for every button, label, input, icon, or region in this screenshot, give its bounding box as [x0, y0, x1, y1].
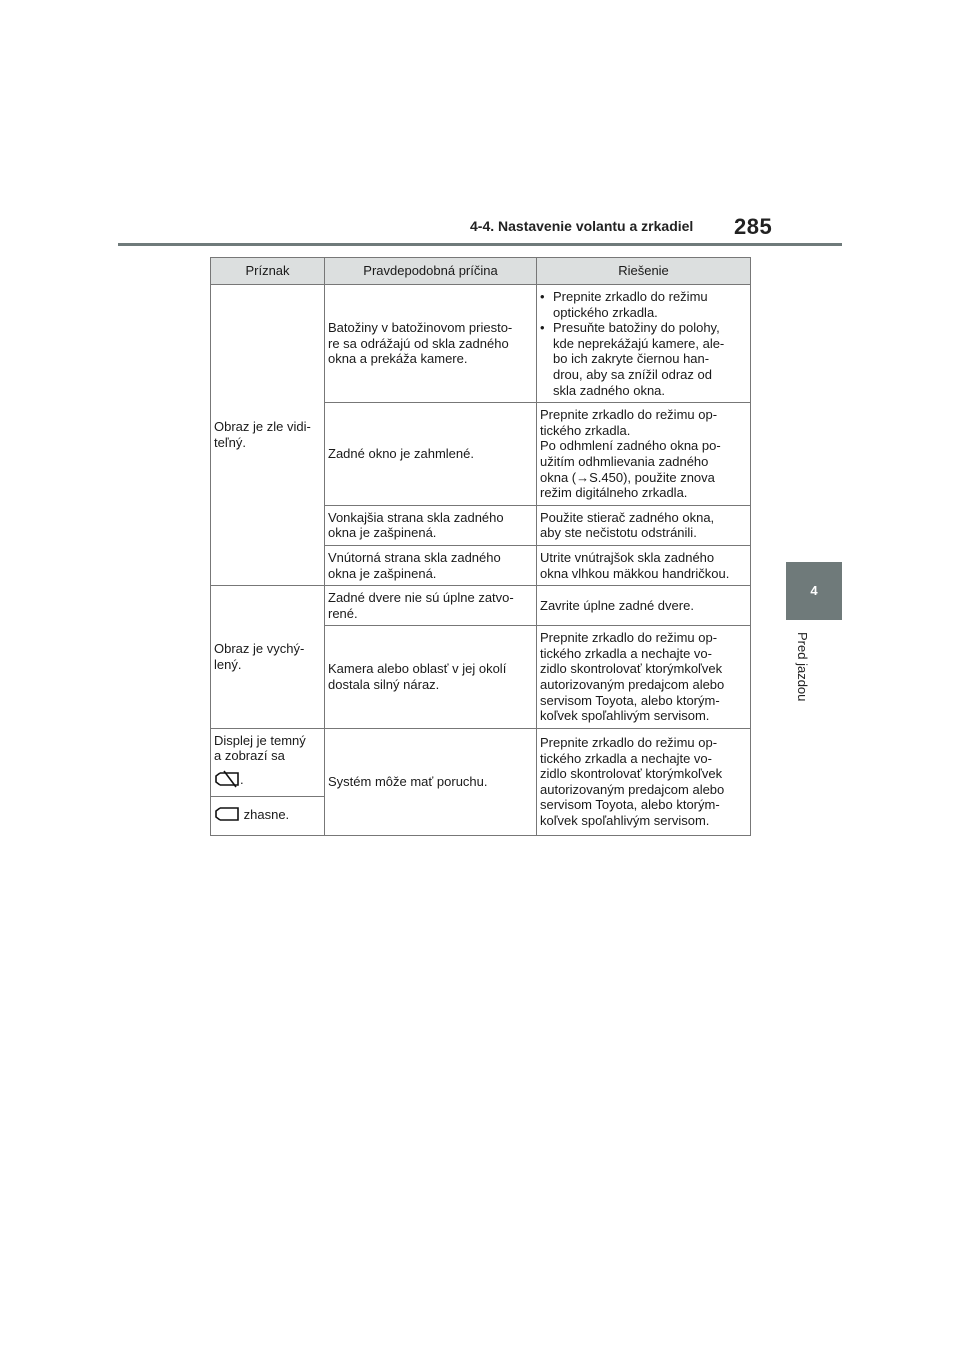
column-header: Pravdepodobná príčina — [325, 258, 537, 285]
solution-cell: Použite stierač zadného okna, aby ste nečistotu odstránili. — [537, 505, 751, 545]
header-rule — [118, 243, 842, 246]
table-header-row — [211, 258, 751, 285]
troubleshooting-table — [210, 257, 751, 836]
cause-cell: Zadné dvere nie sú úplne zatvo- rené. — [325, 586, 537, 626]
symptom-text: Displej je temný a zobrazí sa — [214, 732, 306, 764]
symptom-cell — [211, 728, 325, 796]
solution-list — [540, 289, 747, 398]
symptom-text: . — [240, 772, 244, 788]
solution-cell: Utrite vnútrajšok skla zadného okna vlhkou mäkkou handričkou. — [537, 545, 751, 585]
cause-cell: Vnútorná strana skla zadného okna je zašpinená. — [325, 545, 537, 585]
symptom-cell: Obraz je zle vidi- teľný. — [211, 285, 325, 586]
symptom-text: zhasne. — [243, 807, 290, 823]
cause-cell: Vonkajšia strana skla zadného okna je zašpinená. — [325, 505, 537, 545]
cause-cell: Zadné okno je zahmlené. — [325, 403, 537, 506]
solution-cell — [537, 285, 751, 403]
chapter-tab: 4 — [786, 562, 842, 620]
table-row — [211, 728, 751, 796]
digital-mirror-icon — [214, 805, 240, 827]
table-row — [211, 586, 751, 626]
chapter-label: Pred jazdou — [795, 632, 810, 702]
symptom-cell: Obraz je vychý- lený. — [211, 586, 325, 729]
symptom-cell — [211, 796, 325, 835]
solution-cell: Prepnite zrkadlo do režimu op- tického zrkadla. Po odhmlení zadného okna po- užitím odhmlievania zadného okna (→S.450), použite znova režim digitálneho zrkadla. — [537, 403, 751, 506]
table-row — [211, 285, 751, 403]
column-header: Príznak — [211, 258, 325, 285]
cause-cell: Batožiny v batožinovom priesto- re sa odrážajú od skla zadného okna a prekáža kamere. — [325, 285, 537, 403]
solution-cell: Prepnite zrkadlo do režimu op- tického zrkadla a nechajte vo- zidlo skontrolovať ktorýmkoľvek autorizovaným predajcom alebo servisom Toyota, alebo ktorým- koľvek spoľahlivým servisom. — [537, 626, 751, 729]
digital-mirror-fault-icon — [214, 770, 240, 792]
section-title: 4-4. Nastavenie volantu a zrkadiel — [470, 218, 694, 234]
list-item: • Prepnite zrkadlo do režimu optického zrkadla. — [553, 289, 747, 320]
solution-cell: Zavrite úplne zadné dvere. — [537, 586, 751, 626]
cause-cell: Systém môže mať poruchu. — [325, 728, 537, 835]
column-header: Riešenie — [537, 258, 751, 285]
symptom-icon-row — [214, 770, 321, 792]
cause-cell: Kamera alebo oblasť v jej okolí dostala silný náraz. — [325, 626, 537, 729]
page-number: 285 — [734, 214, 773, 239]
list-item: • Presuňte batožiny do polohy, kde neprekážajú kamere, ale- bo ich zakryte čiernou han- drou, aby sa znížil odraz od skla zadného okna. — [553, 320, 747, 398]
solution-cell: Prepnite zrkadlo do režimu op- tického zrkadla a nechajte vo- zidlo skontrolovať ktorýmkoľvek autorizovaným predajcom alebo servisom Toyota, alebo ktorým- koľvek spoľahlivým servisom. — [537, 728, 751, 835]
